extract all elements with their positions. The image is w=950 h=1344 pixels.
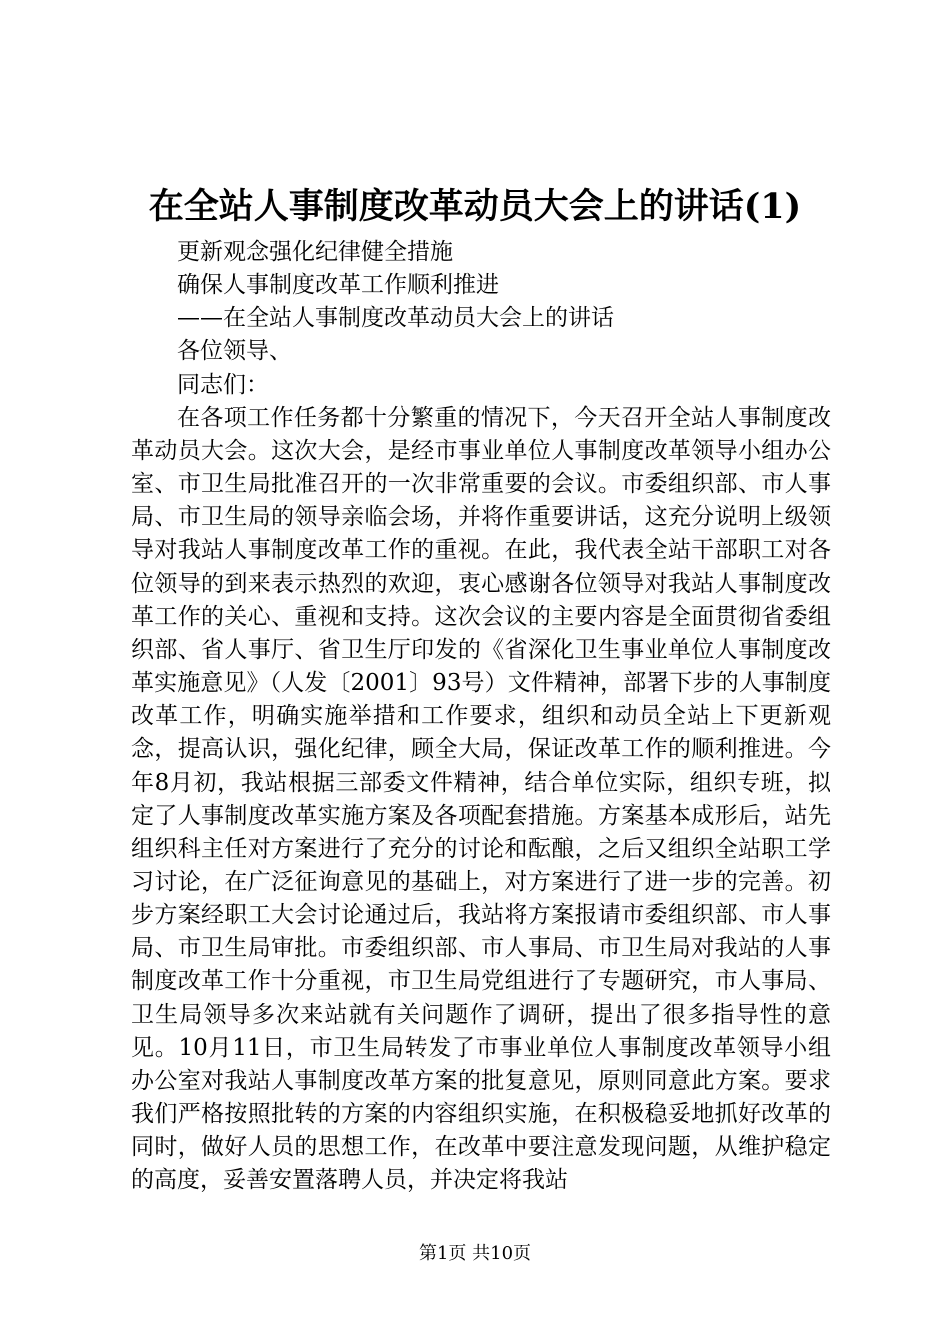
subtitle-line-2: 确保人事制度改革工作顺利推进: [177, 272, 499, 299]
body-paragraph: 在各项工作任务都十分繁重的情况下，今天召开全站人事制度改革动员大会。这次大会，是经市事业单位人事制度改革领导小组办公室、市卫生局批准召开的一次非常重要的会议。市委组织部、市人事局、市卫生局的领导亲临会场，并将作重要讲话，这充分说明上级领导对我站人事制度改革工作的重视。在此，我代表全站干部职工对各位领导的到来表示热烈的欢迎，衷心感谢各位领导对我站人事制度改革工作的关心、重视和支持。这次会议的主要内容是全面贯彻省委组织部、省人事厅、省卫生厅印发的《省深化卫生事业单位人事制度改革实施意见》（人发〔2001〕93号）文件精神，部署下步的人事制度改革工作，明确实施举措和工作要求，组织和动员全站上下更新观念，提高认识，强化纪律，顾全大局，保证改革工作的顺利推进。今年8月初，我站根据三部委文件精神，结合单位实际，组织专班，拟定了人事制度改革实施方案及各项配套措施。方案基本成形后，站先组织科主任对方案进行了充分的讨论和酝酿，之后又组织全站职工学习讨论，在广泛征询意见的基础上，对方案进行了进一步的完善。初步方案经职工大会讨论通过后，我站将方案报请市委组织部、市人事局、市卫生局审批。市委组织部、市人事局、市卫生局对我站的人事制度改革工作十分重视，市卫生局党组进行了专题研究，市人事局、卫生局领导多次来站就有关问题作了调研，提出了很多指导性的意见。10月11日，市卫生局转发了市事业单位人事制度改革领导小组办公室对我站人事制度改革方案的批复意见，原则同意此方案。要求我们严格按照批转的方案的内容组织实施，在积极稳妥地抓好改革的同时，做好人员的思想工作，在改革中要注意发现问题，从维护稳定的高度，妥善安置落聘人员，并决定将我站: [131, 404, 831, 1194]
page-footer: 第1页 共10页: [418, 1243, 532, 1264]
subtitle-line-1: 更新观念强化纪律健全措施: [177, 239, 453, 265]
document-title: 在全站人事制度改革动员大会上的讲话(1): [148, 186, 802, 227]
document-body: [131, 236, 831, 1198]
subtitle-line-3: ——在全站人事制度改革动员大会上的讲话: [177, 305, 614, 332]
salutation-line-1: 各位领导、: [177, 338, 292, 365]
salutation-line-2: 同志们：: [177, 371, 269, 398]
